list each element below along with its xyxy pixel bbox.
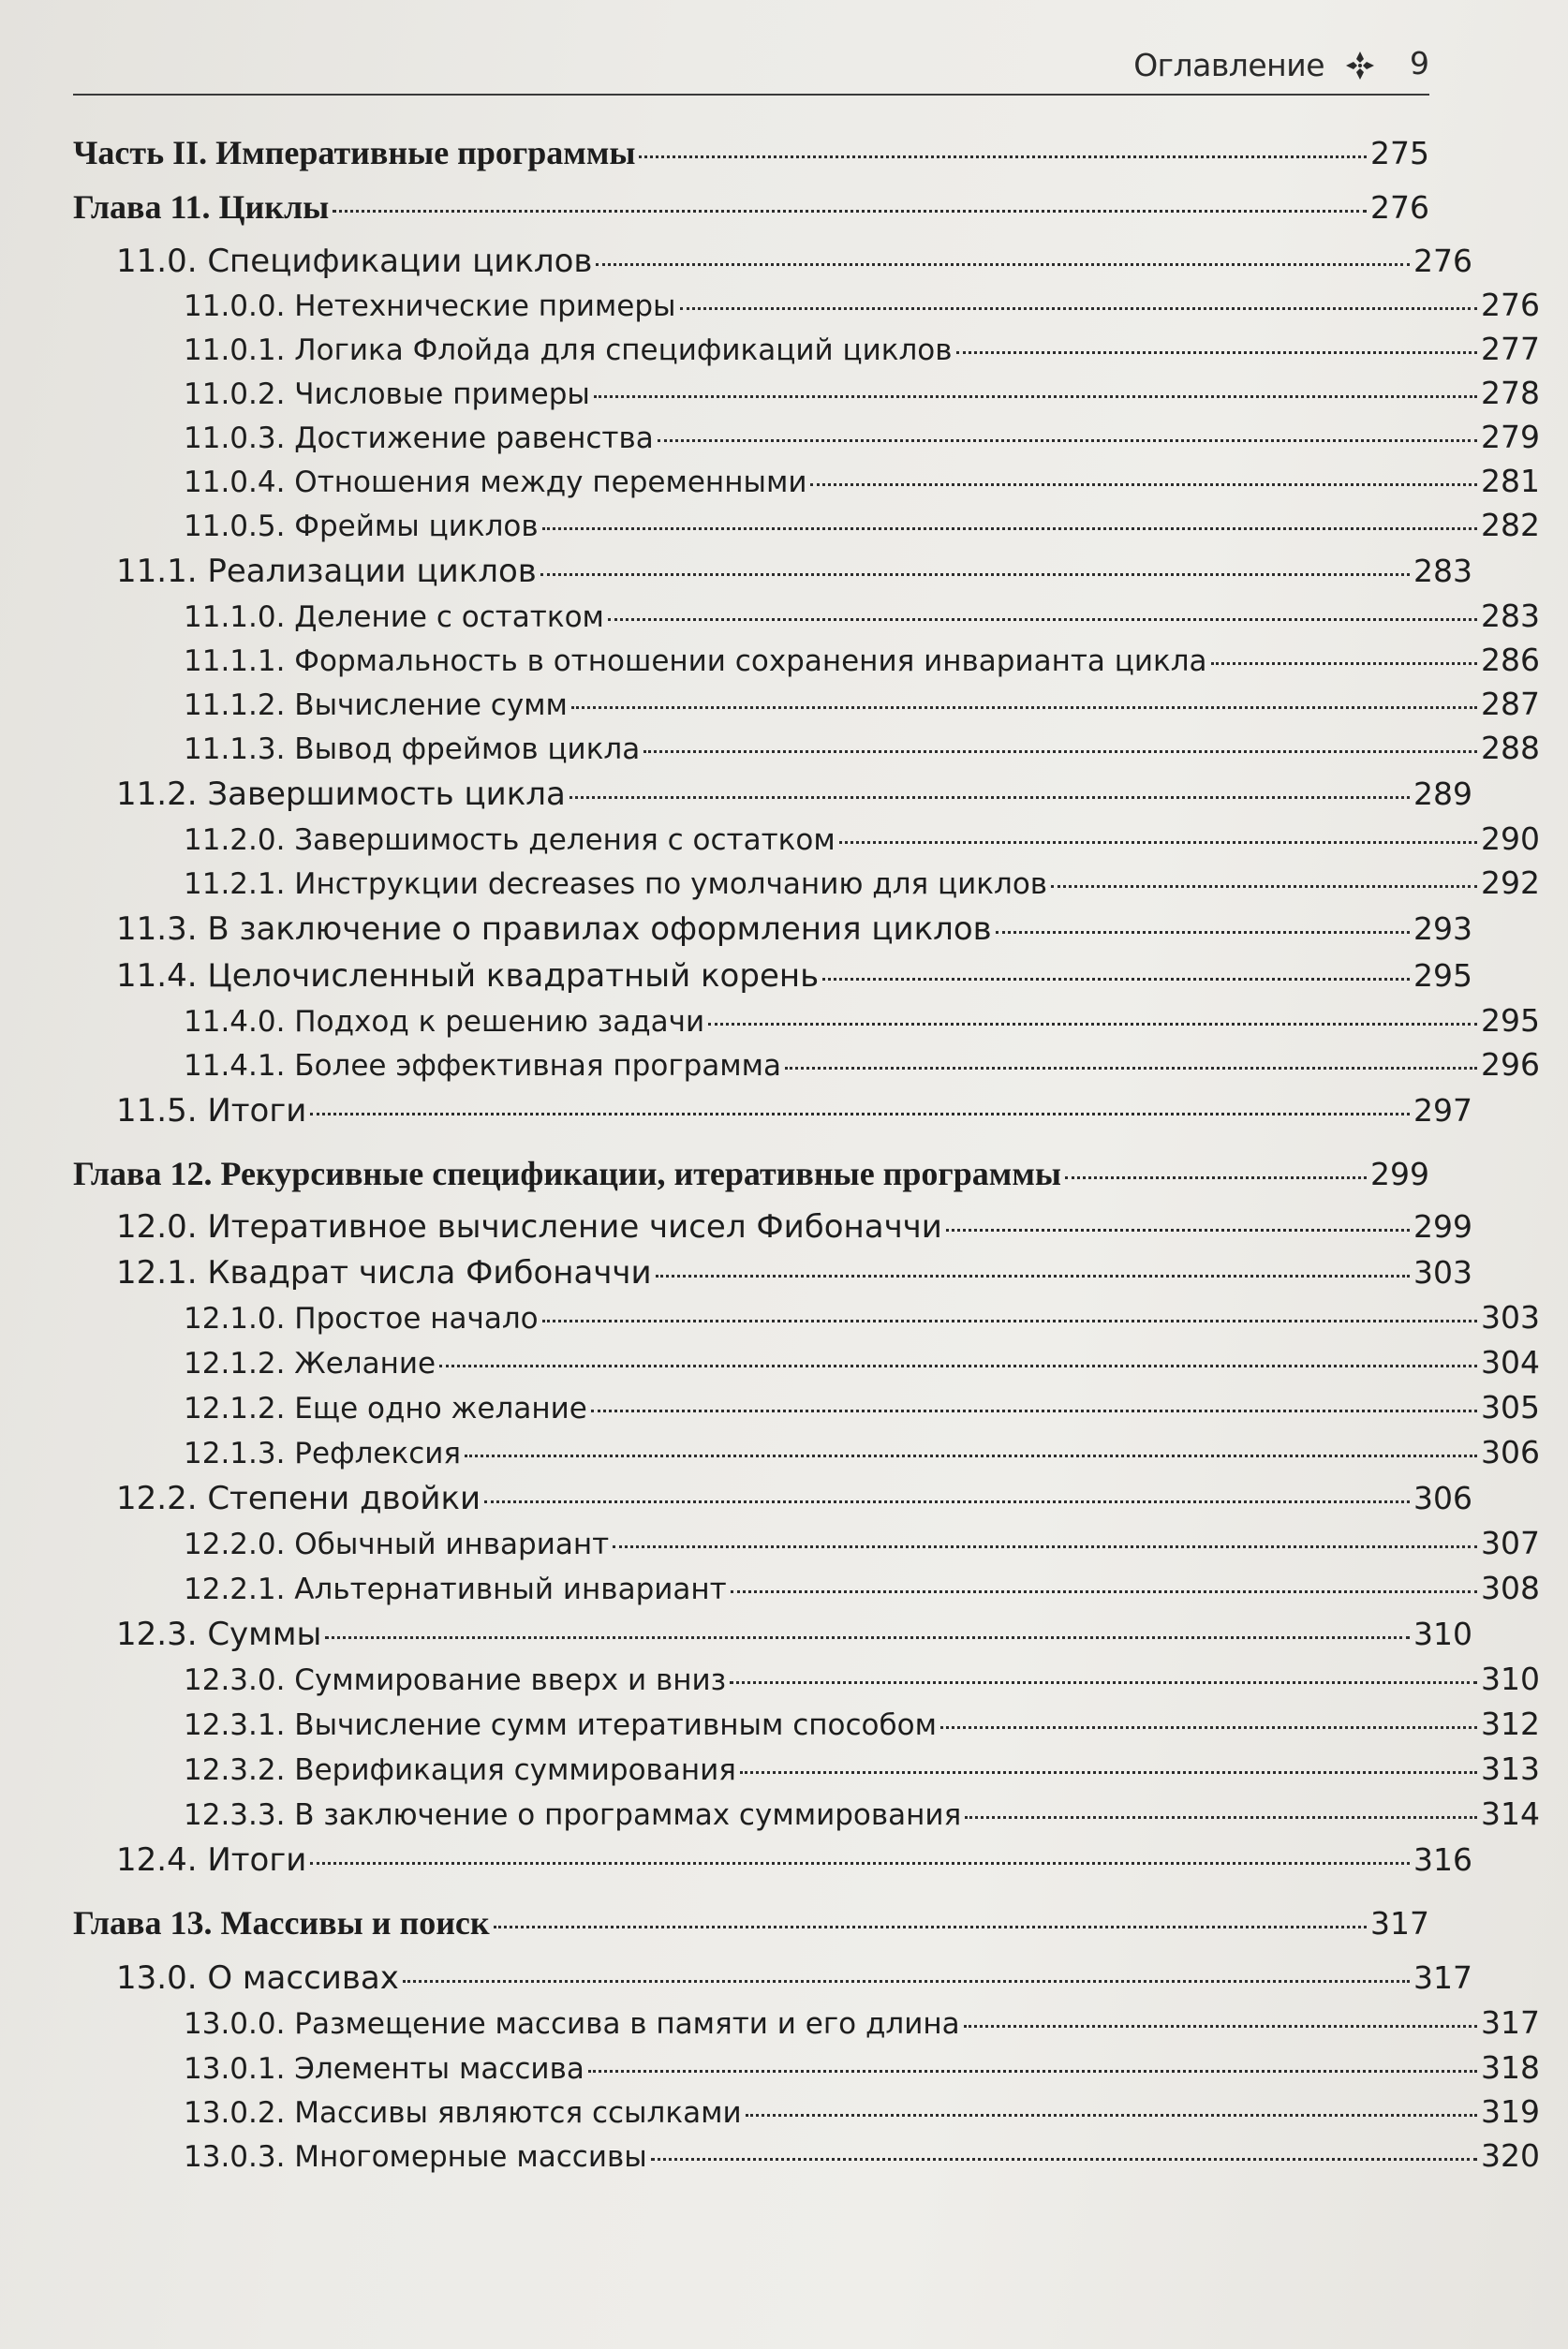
- toc-entry-page: 310: [1413, 1616, 1472, 1652]
- toc-entry-page: 299: [1370, 1156, 1429, 1192]
- toc-entry[interactable]: [73, 1795, 1540, 1837]
- toc-entry-page: 278: [1481, 375, 1540, 411]
- toc-entry-label: Глава 12. Рекурсивные спецификации, итеративные программы: [73, 1155, 1061, 1192]
- dot-leader: [542, 527, 1477, 530]
- toc-entry-page: 318: [1481, 2049, 1540, 2086]
- dot-leader: [333, 210, 1367, 213]
- toc-entry-page: 283: [1481, 598, 1540, 634]
- toc-entry-label: Глава 13. Массивы и поиск: [73, 1904, 490, 1942]
- toc-entry[interactable]: [73, 187, 1429, 229]
- toc-entry[interactable]: [73, 1525, 1540, 1566]
- dot-leader: [439, 1365, 1477, 1367]
- toc-entry-page: 303: [1413, 1254, 1472, 1291]
- toc-entry-label: Часть II. Императивные программы: [73, 134, 636, 171]
- toc-entry[interactable]: [73, 1389, 1540, 1430]
- toc-entry[interactable]: [73, 1706, 1540, 1747]
- dot-leader: [570, 796, 1410, 799]
- toc-entry[interactable]: [73, 864, 1540, 906]
- toc-entry-label: 12.1. Квадрат числа Фибоначчи: [116, 1254, 652, 1292]
- toc-entry-label: 13.0.2. Массивы являются ссылками: [184, 2096, 742, 2130]
- toc-entry-page: 297: [1413, 1092, 1472, 1129]
- dot-leader: [651, 2158, 1477, 2161]
- dot-leader: [542, 1320, 1477, 1322]
- toc-entry[interactable]: [73, 776, 1472, 817]
- toc-entry-label: 11.1.3. Вывод фреймов цикла: [184, 732, 641, 766]
- toc-entry[interactable]: [73, 957, 1472, 998]
- dot-leader: [708, 1023, 1477, 1026]
- dot-leader: [740, 1771, 1477, 1774]
- toc-entry[interactable]: [73, 1480, 1472, 1521]
- toc-entry-page: 307: [1481, 1525, 1540, 1561]
- toc-entry-label: 11.5. Итоги: [116, 1092, 307, 1130]
- toc-entry-label: 11.2.0. Завершимость деления с остатком: [184, 823, 836, 857]
- toc-entry[interactable]: [73, 686, 1540, 727]
- dot-leader: [822, 978, 1410, 981]
- toc-entry-label: 11.1. Реализации циклов: [116, 553, 537, 590]
- toc-entry-label: 12.3. Суммы: [116, 1616, 322, 1653]
- dot-leader: [403, 1980, 1410, 1983]
- toc-entry-page: 317: [1370, 1905, 1429, 1942]
- toc-entry-page: 288: [1481, 730, 1540, 766]
- toc-entry-label: 12.2.1. Альтернативный инвариант: [184, 1573, 727, 1606]
- ornament-icon: [1343, 49, 1377, 82]
- dot-leader: [494, 1926, 1367, 1928]
- toc-entry-page: 308: [1481, 1570, 1540, 1606]
- toc-entry-label: 11.0.4. Отношения между переменными: [184, 465, 807, 499]
- dot-leader: [608, 618, 1477, 621]
- toc-entry[interactable]: [73, 133, 1429, 174]
- toc-entry[interactable]: [73, 1254, 1472, 1295]
- dot-leader: [594, 395, 1477, 398]
- dot-leader: [731, 1590, 1477, 1593]
- toc-entry-page: 279: [1481, 419, 1540, 455]
- toc-entry[interactable]: [73, 1154, 1429, 1195]
- toc-entry-page: 289: [1413, 776, 1472, 812]
- toc-entry-label: 12.0. Итеративное вычисление чисел Фибоначчи: [116, 1208, 942, 1246]
- toc-entry-label: 12.1.2. Желание: [184, 1347, 436, 1381]
- toc-entry-page: 304: [1481, 1344, 1540, 1381]
- toc-entry[interactable]: [73, 331, 1540, 372]
- dot-leader: [656, 1275, 1410, 1278]
- toc-entry-label: 12.2. Степени двойки: [116, 1480, 481, 1517]
- toc-entry[interactable]: [73, 730, 1540, 771]
- toc-entry-label: 12.3.3. В заключение о программах суммирования: [184, 1798, 962, 1832]
- toc-entry[interactable]: [73, 419, 1540, 460]
- toc-entry-label: 12.1.2. Еще одно желание: [184, 1392, 587, 1426]
- dot-leader: [591, 1410, 1477, 1412]
- toc-entry-page: 296: [1481, 1046, 1540, 1083]
- header-page-number: 9: [1410, 45, 1429, 81]
- toc-entry-page: 277: [1481, 331, 1540, 367]
- running-header: [73, 41, 1429, 96]
- toc-entry-label: 11.2. Завершимость цикла: [116, 776, 566, 813]
- toc-entry[interactable]: [73, 1616, 1472, 1657]
- dot-leader: [588, 2070, 1477, 2073]
- toc-entry-page: 312: [1481, 1706, 1540, 1742]
- dot-leader: [310, 1113, 1410, 1115]
- toc-entry-page: 283: [1413, 553, 1472, 589]
- dot-leader: [1065, 1176, 1367, 1179]
- dot-leader: [839, 841, 1477, 844]
- dot-leader: [310, 1862, 1410, 1865]
- toc-entry-label: 13.0.0. Размещение массива в памяти и его длина: [184, 2007, 960, 2041]
- toc-entry[interactable]: [73, 1092, 1472, 1133]
- dot-leader: [810, 483, 1477, 486]
- dot-leader: [965, 1816, 1477, 1819]
- toc-entry[interactable]: [73, 1344, 1540, 1385]
- toc-entry-label: 11.2.1. Инструкции decreases по умолчанию для циклов: [184, 867, 1048, 901]
- dot-leader: [643, 750, 1477, 753]
- toc-entry-label: 11.0.5. Фреймы циклов: [184, 510, 539, 543]
- toc-entry[interactable]: [73, 598, 1540, 639]
- toc-entry[interactable]: [73, 287, 1540, 328]
- dot-leader: [465, 1455, 1477, 1457]
- toc-entry-label: 11.3. В заключение о правилах оформления циклов: [116, 910, 992, 948]
- toc-entry-page: 293: [1413, 910, 1472, 947]
- toc-entry-page: 320: [1481, 2137, 1540, 2174]
- toc-entry[interactable]: [73, 1434, 1540, 1475]
- toc-entry-page: 303: [1481, 1299, 1540, 1336]
- toc-entry-page: 305: [1481, 1389, 1540, 1426]
- dot-leader: [613, 1545, 1477, 1548]
- toc-entry[interactable]: [73, 1570, 1540, 1611]
- dot-leader: [1211, 662, 1477, 665]
- header-title: Оглавление: [1133, 47, 1324, 83]
- toc-entry-label: 11.0.0. Нетехнические примеры: [184, 289, 676, 323]
- toc-entry-page: 290: [1481, 820, 1540, 857]
- toc-entry-label: 12.1.0. Простое начало: [184, 1302, 539, 1336]
- toc-entry-page: 310: [1481, 1661, 1540, 1697]
- toc-entry[interactable]: [73, 2093, 1540, 2135]
- toc-entry-label: 11.0.1. Логика Флойда для спецификаций циклов: [184, 333, 953, 367]
- toc-entry-page: 295: [1413, 957, 1472, 994]
- toc-entry-label: Глава 11. Циклы: [73, 188, 330, 226]
- toc-entry[interactable]: [73, 1841, 1472, 1883]
- toc-entry-label: 11.4.1. Более эффективная программа: [184, 1049, 782, 1083]
- toc-entry-label: 12.1.3. Рефлексия: [184, 1437, 462, 1470]
- toc-entry[interactable]: [73, 375, 1540, 416]
- toc-entry-page: 317: [1481, 2004, 1540, 2041]
- toc-entry[interactable]: [73, 507, 1540, 548]
- toc-entry[interactable]: [73, 463, 1540, 504]
- toc-entry[interactable]: [73, 1751, 1540, 1792]
- toc-entry[interactable]: [73, 2137, 1540, 2179]
- toc-entry[interactable]: [73, 1208, 1472, 1249]
- toc-entry[interactable]: [73, 1959, 1472, 2001]
- toc-entry[interactable]: [73, 1002, 1540, 1043]
- toc-entry-page: 316: [1413, 1841, 1472, 1878]
- toc-entry-label: 12.2.0. Обычный инвариант: [184, 1528, 610, 1561]
- toc-entry-page: 275: [1370, 135, 1429, 171]
- toc-entry-label: 11.0. Спецификации циклов: [116, 243, 593, 280]
- toc-entry[interactable]: [73, 2049, 1540, 2090]
- toc-entry-label: 12.3.1. Вычисление сумм итеративным способом: [184, 1708, 937, 1742]
- toc-entry[interactable]: [73, 553, 1472, 594]
- dot-leader: [946, 1229, 1410, 1232]
- toc-entry-page: 276: [1413, 243, 1472, 279]
- toc-entry-label: 11.0.3. Достижение равенства: [184, 421, 654, 455]
- toc-entry-page: 314: [1481, 1795, 1540, 1832]
- toc-entry-page: 276: [1481, 287, 1540, 323]
- dot-leader: [540, 573, 1410, 576]
- toc-entry-label: 13.0.1. Элементы массива: [184, 2052, 584, 2086]
- dot-leader: [1051, 885, 1477, 888]
- dot-leader: [940, 1726, 1477, 1729]
- toc-entry-page: 282: [1481, 507, 1540, 543]
- toc-entry-page: 295: [1481, 1002, 1540, 1039]
- toc-entry-label: 13.0.3. Многомерные массивы: [184, 2140, 647, 2174]
- dot-leader: [746, 2114, 1477, 2117]
- toc-entry-label: 12.3.2. Верификация суммирования: [184, 1753, 736, 1787]
- toc-entry-page: 306: [1413, 1480, 1472, 1516]
- dot-leader: [484, 1500, 1410, 1503]
- toc-entry[interactable]: [73, 2004, 1540, 2046]
- toc-entry-label: 11.4.0. Подход к решению задачи: [184, 1005, 705, 1039]
- toc-entry[interactable]: [73, 1661, 1540, 1702]
- dot-leader: [571, 706, 1477, 709]
- toc-entry[interactable]: [73, 1299, 1540, 1340]
- dot-leader: [956, 351, 1477, 354]
- dot-leader: [325, 1636, 1410, 1639]
- toc-entry[interactable]: [73, 642, 1540, 683]
- toc-entry-page: 299: [1413, 1208, 1472, 1245]
- toc-entry-page: 287: [1481, 686, 1540, 722]
- toc-entry[interactable]: [73, 243, 1472, 284]
- dot-leader: [680, 307, 1477, 310]
- toc-entry[interactable]: [73, 910, 1472, 952]
- toc-entry-label: 13.0. О массивах: [116, 1959, 399, 1997]
- dot-leader: [964, 2025, 1477, 2028]
- toc-entry[interactable]: [73, 1903, 1429, 1944]
- toc-entry-page: 317: [1413, 1959, 1472, 1996]
- dot-leader: [996, 931, 1410, 934]
- dot-leader: [730, 1681, 1477, 1684]
- toc-entry-page: 281: [1481, 463, 1540, 499]
- toc-entry-page: 313: [1481, 1751, 1540, 1787]
- toc-entry-page: 292: [1481, 864, 1540, 901]
- toc-entry-label: 12.4. Итоги: [116, 1841, 307, 1879]
- toc-entry-label: 11.1.0. Деление с остатком: [184, 600, 604, 634]
- toc-entry-page: 276: [1370, 189, 1429, 226]
- toc-entry[interactable]: [73, 1046, 1540, 1087]
- toc-entry-page: 286: [1481, 642, 1540, 678]
- toc-entry-label: 12.3.0. Суммирование вверх и вниз: [184, 1663, 727, 1697]
- dot-leader: [596, 263, 1410, 266]
- dot-leader: [639, 155, 1367, 158]
- toc-entry[interactable]: [73, 820, 1540, 862]
- toc-entry-label: 11.0.2. Числовые примеры: [184, 377, 590, 411]
- toc-entry-label: 11.1.1. Формальность в отношении сохранения инварианта цикла: [184, 644, 1207, 678]
- toc-entry-label: 11.4. Целочисленный квадратный корень: [116, 957, 820, 995]
- toc-entry-page: 319: [1481, 2093, 1540, 2130]
- dot-leader: [658, 439, 1477, 442]
- toc-entry-label: 11.1.2. Вычисление сумм: [184, 688, 568, 722]
- toc-entry-page: 306: [1481, 1434, 1540, 1470]
- dot-leader: [785, 1067, 1477, 1070]
